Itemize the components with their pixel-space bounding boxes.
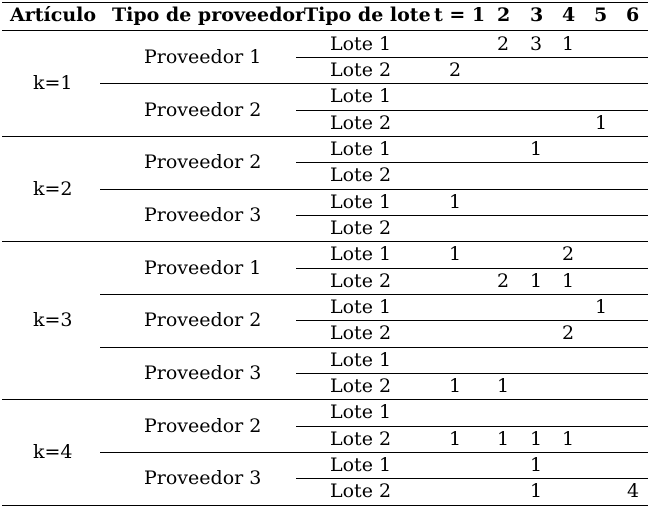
supplier-separator — [100, 294, 648, 295]
lot-separator — [296, 320, 648, 321]
value-cell: 1 — [594, 296, 608, 318]
lot-label: Lote 1 — [330, 243, 392, 266]
supplier-label: Proveedor 3 — [144, 362, 262, 385]
lot-label: Lote 1 — [330, 296, 392, 318]
value-cell: 2 — [561, 322, 575, 345]
value-cell: 1 — [448, 375, 462, 398]
supplier-separator — [100, 189, 648, 190]
lot-label: Lote 2 — [330, 427, 392, 450]
supplier-label: Proveedor 1 — [144, 45, 262, 68]
value-cell: 3 — [529, 32, 543, 55]
header-rule — [2, 30, 648, 31]
header-proveedor: Tipo de proveedor — [112, 4, 306, 26]
lot-label: Lote 2 — [330, 216, 392, 239]
supplier-separator — [100, 452, 648, 453]
header-period-6: 6 — [626, 4, 640, 26]
lot-label: Lote 1 — [330, 137, 392, 160]
article-separator — [2, 241, 648, 242]
header-period-5: 5 — [594, 4, 608, 26]
lot-separator — [296, 426, 648, 427]
value-cell: 1 — [496, 375, 510, 398]
supplier-label: Proveedor 1 — [144, 256, 262, 279]
header-period-4: 4 — [562, 4, 576, 26]
supplier-label: Proveedor 3 — [144, 467, 262, 490]
supplier-label: Proveedor 3 — [144, 203, 262, 226]
lot-separator — [296, 57, 648, 58]
value-cell: 1 — [448, 190, 462, 213]
lot-separator — [296, 478, 648, 479]
value-cell: 1 — [529, 480, 543, 503]
lot-label: Lote 1 — [330, 32, 392, 55]
lot-separator — [296, 215, 648, 216]
value-cell: 1 — [448, 243, 462, 266]
value-cell: 1 — [561, 269, 575, 292]
header-period-1: t = 1 — [434, 4, 486, 26]
supplier-separator — [100, 83, 648, 84]
lot-label: Lote 2 — [330, 58, 392, 81]
value-cell: 2 — [496, 269, 510, 292]
article-separator — [2, 136, 648, 137]
value-cell: 1 — [496, 427, 510, 450]
header-articulo: Artículo — [10, 4, 97, 26]
lot-label: Lote 2 — [330, 480, 392, 503]
value-cell: 1 — [448, 427, 462, 450]
value-cell: 4 — [626, 480, 640, 503]
supplier-label: Proveedor 2 — [144, 309, 262, 332]
value-cell: 1 — [529, 269, 543, 292]
lot-label: Lote 1 — [330, 190, 392, 213]
article-label: k=4 — [33, 441, 73, 464]
value-cell: 1 — [529, 454, 543, 477]
lot-separator — [296, 268, 648, 269]
value-cell: 1 — [594, 111, 608, 134]
article-separator — [2, 399, 648, 400]
value-cell: 2 — [561, 243, 575, 266]
value-cell: 1 — [561, 427, 575, 450]
lot-separator — [296, 162, 648, 163]
supplier-separator — [100, 347, 648, 348]
lot-separator — [296, 110, 648, 111]
header-lote: Tipo de lote — [304, 4, 431, 26]
value-cell: 2 — [496, 32, 510, 55]
supplier-label: Proveedor 2 — [144, 151, 262, 174]
supplier-label: Proveedor 2 — [144, 98, 262, 121]
lot-label: Lote 1 — [330, 348, 392, 371]
bottom-rule — [2, 505, 648, 506]
lot-label: Lote 2 — [330, 111, 392, 134]
supplier-label: Proveedor 2 — [144, 414, 262, 437]
lot-label: Lote 1 — [330, 454, 392, 477]
lot-label: Lote 1 — [330, 401, 392, 424]
header-period-2: 2 — [497, 4, 511, 26]
lot-label: Lote 2 — [330, 322, 392, 345]
lot-label: Lote 1 — [330, 85, 392, 108]
value-cell: 1 — [529, 427, 543, 450]
value-cell: 1 — [529, 137, 543, 160]
article-label: k=2 — [33, 177, 73, 200]
header-period-3: 3 — [530, 4, 544, 26]
lot-label: Lote 2 — [330, 375, 392, 398]
lot-separator — [296, 373, 648, 374]
lot-label: Lote 2 — [330, 269, 392, 292]
value-cell: 1 — [561, 32, 575, 55]
value-cell: 2 — [448, 58, 462, 81]
article-label: k=3 — [33, 309, 73, 332]
article-label: k=1 — [33, 72, 73, 95]
lot-label: Lote 2 — [330, 164, 392, 187]
